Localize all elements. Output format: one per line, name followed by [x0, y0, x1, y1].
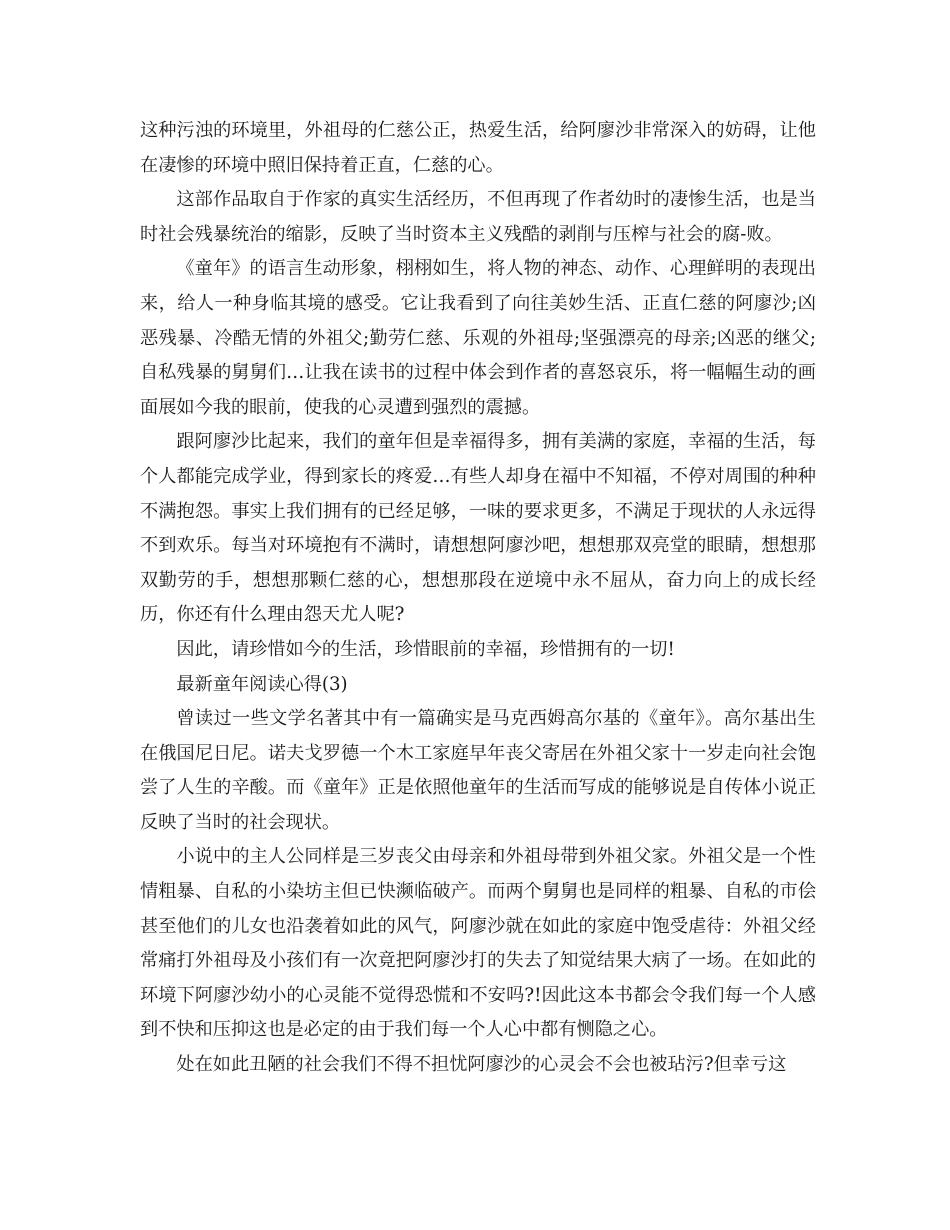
paragraph-1: 这种污浊的环境里，外祖母的仁慈公正，热爱生活，给阿廖沙非常深入的妨碍，让他在凄惨的环境中照旧保持着正直，仁慈的心。 [140, 120, 816, 176]
paragraph-7: 小说中的主人公同样是三岁丧父由母亲和外祖母带到外祖父家。外祖父是一个性情粗暴、自私的小染坊主但已快濒临破产。而两个舅舅也是同样的粗暴、自私的市侩甚至他们的儿女也沿袭着如此的风气，阿廖沙就在如此的家庭中饱受虐待：外祖父经常痛打外祖母及小孩们有一次竟把阿廖沙打的失去了知觉结果大病了一场。在如此的环境下阿廖沙幼小的心灵能不觉得恐慌和不安吗?!因此这本书都会令我们每一个人感到不快和压抑这也是必定的由于我们每一个人心中都有恻隐之心。 [140, 846, 816, 1041]
paragraph-3: 《童年》的语言生动形象，栩栩如生，将人物的神态、动作、心理鲜明的表现出来，给人一种身临其境的感受。它让我看到了向往美妙生活、正直仁慈的阿廖沙;凶恶残暴、冷酷无情的外祖父;勤劳仁慈、乐观的外祖母;坚强漂亮的母亲;凶恶的继父;自私残暴的舅舅们…让我在读书的过程中体会到作者的喜怒哀乐，将一幅幅生动的画面展如今我的眼前，使我的心灵遭到强烈的震撼。 [140, 258, 816, 418]
paragraph-4: 跟阿廖沙比起来，我们的童年但是幸福得多，拥有美满的家庭，幸福的生活，每个人都能完成学业，得到家长的疼爱…有些人却身在福中不知福，不停对周围的种种不满抱怨。事实上我们拥有的已经足够，一味的要求更多，不满足于现状的人永远得不到欢乐。每当对环境抱有不满时，请想想阿廖沙吧，想想那双亮堂的眼睛，想想那双勤劳的手，想想那颗仁慈的心，想想那段在逆境中永不屈从，奋力向上的成长经历，你还有什么理由怨天尤人呢? [140, 431, 816, 626]
paragraph-5: 因此，请珍惜如今的生活，珍惜眼前的幸福，珍惜拥有的一切! [176, 638, 675, 660]
paragraph-6: 曾读过一些文学名著其中有一篇确实是马克西姆高尔基的《童年》。高尔基出生在俄国尼日尼。诺夫戈罗德一个木工家庭早年丧父寄居在外祖父家十一岁走向社会饱尝了人生的辛酸。而《童年》正是依照他童年的生活而写成的能够说是自传体小说正反映了当时的社会现状。 [140, 708, 816, 833]
paragraph-2: 这部作品取自于作家的真实生活经历，不但再现了作者幼时的凄惨生活，也是当时社会残暴统治的缩影，反映了当时资本主义残酷的剥削与压榨与社会的腐-败。 [140, 189, 816, 245]
document-body [140, 114, 816, 1083]
paragraph-8: 处在如此丑陋的社会我们不得不担忧阿廖沙的心灵会不会也被玷污?但幸亏这 [176, 1054, 787, 1076]
section-heading: 最新童年阅读心得(3) [176, 673, 348, 695]
